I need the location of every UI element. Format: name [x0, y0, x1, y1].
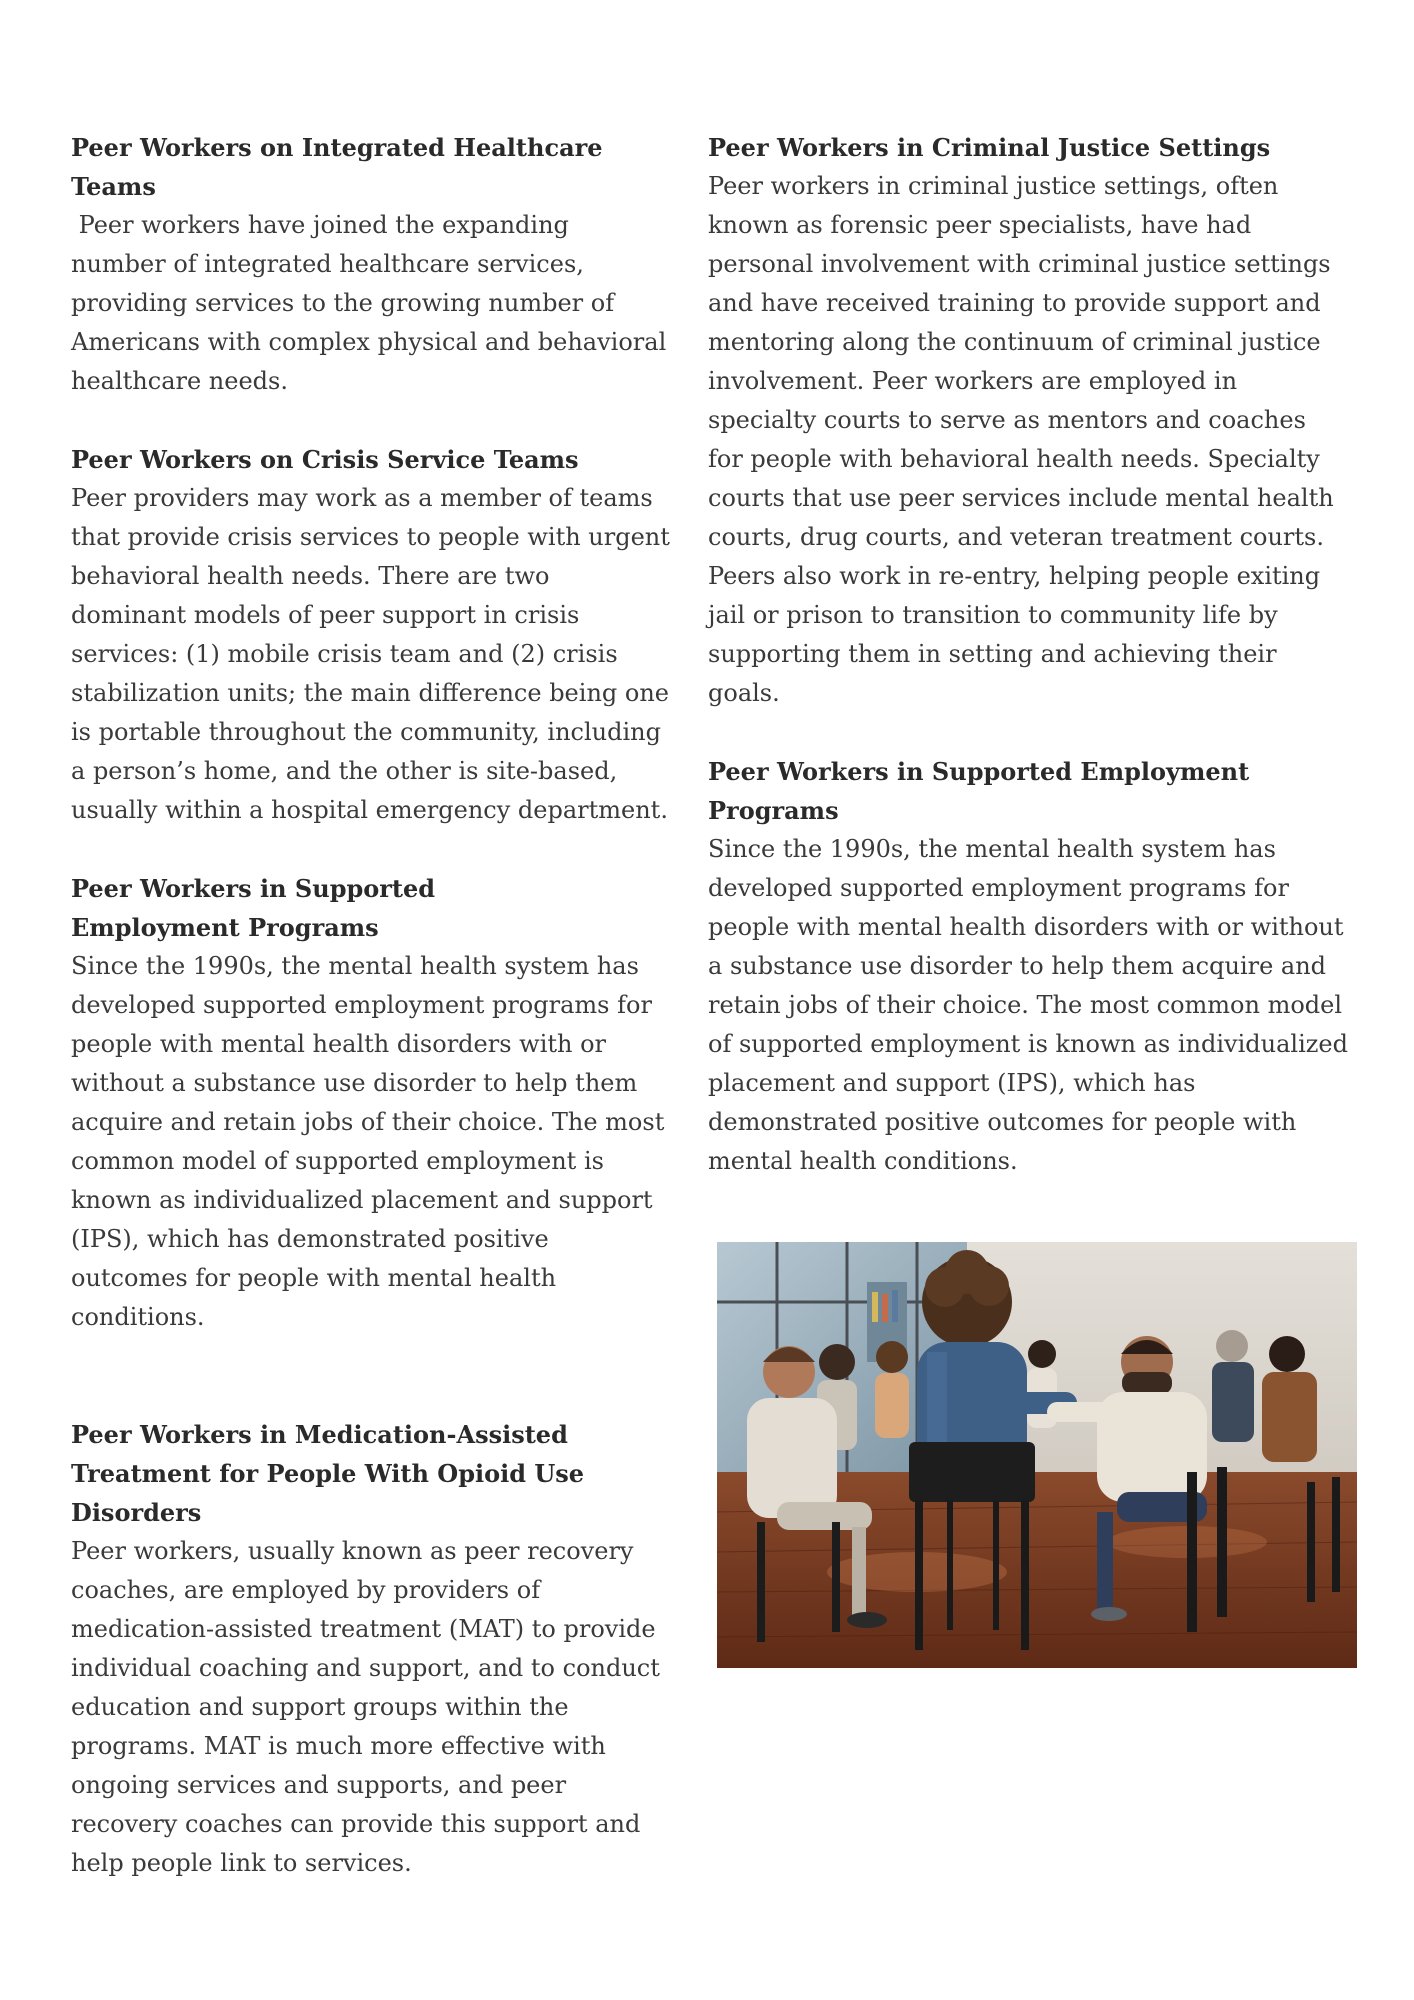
section-heading: Peer Workers in Supported Employment Programs: [708, 757, 1250, 825]
section-body: Peer workers in criminal justice settings, often known as forensic peer specialists, have had personal involvement with criminal justice settings and have received training to provide support and mentoring along the continuum of criminal justice involvement. Peer workers are employed in specialty courts to serve as mentors and coaches for people with behavioral health needs. Specialty courts that use peer services include mental health courts, drug courts, and veteran treatment courts. Peers also work in re-entry, helping people exiting jail or prison to transition to community life by supporting them in setting and achieving their goals.: [708, 172, 1334, 707]
section-body: Peer workers have joined the expanding number of integrated healthcare services, providing services to the growing number of Americans with complex physical and behavioral healthcare needs.: [71, 211, 674, 395]
section-heading: Peer Workers in Medication-Assisted Treatment for People With Opioid Use Disorders: [71, 1420, 585, 1527]
section-heading: Peer Workers in Supported Employment Programs: [71, 874, 436, 942]
section-body: Peer workers, usually known as peer recovery coaches, are employed by providers of medication-assisted treatment (MAT) to provide individual coaching and support, and to conduct education and support groups within the programs. MAT is much more effective with ongoing services and supports, and peer recovery coaches can provide this support and help people link to services.: [71, 1537, 660, 1877]
left-column: [71, 128, 674, 1883]
section-integrated-healthcare: [71, 128, 674, 401]
right-column: [708, 128, 1348, 1181]
section-heading: Peer Workers in Criminal Justice Settings: [708, 133, 1271, 162]
section-supported-employment-right: [708, 752, 1348, 1181]
section-heading: Peer Workers on Crisis Service Teams: [71, 445, 579, 474]
photo-illustration: [717, 1242, 1357, 1668]
section-body: Since the 1990s, the mental health system has developed supported employment programs for people with mental health disorders with or without a substance use disorder to help them acquire and retain jobs of their choice. The most common model of supported employment is known as individualized placement and support (IPS), which has demonstrated positive outcomes for people with mental health conditions.: [708, 835, 1348, 1175]
section-crisis-service: [71, 440, 671, 830]
section-medication-assisted-treatment: [71, 1415, 671, 1883]
section-heading: Peer Workers on Integrated Healthcare Teams: [71, 133, 603, 201]
section-supported-employment-left: [71, 869, 671, 1337]
group-support-circle-photo: [717, 1242, 1357, 1668]
section-criminal-justice: [708, 128, 1348, 713]
section-body: Peer providers may work as a member of teams that provide crisis services to people with urgent behavioral health needs. There are two dominant models of peer support in crisis services: (1) mobile crisis team and (2) crisis stabilization units; the main difference being one is portable throughout the community, including a person’s home, and the other is site-based, usually within a hospital emergency department.: [71, 484, 670, 824]
section-body: Since the 1990s, the mental health system has developed supported employment programs for people with mental health disorders with or without a substance use disorder to help them acquire and retain jobs of their choice. The most common model of supported employment is known as individualized placement and support (IPS), which has demonstrated positive outcomes for people with mental health conditions.: [71, 952, 665, 1331]
